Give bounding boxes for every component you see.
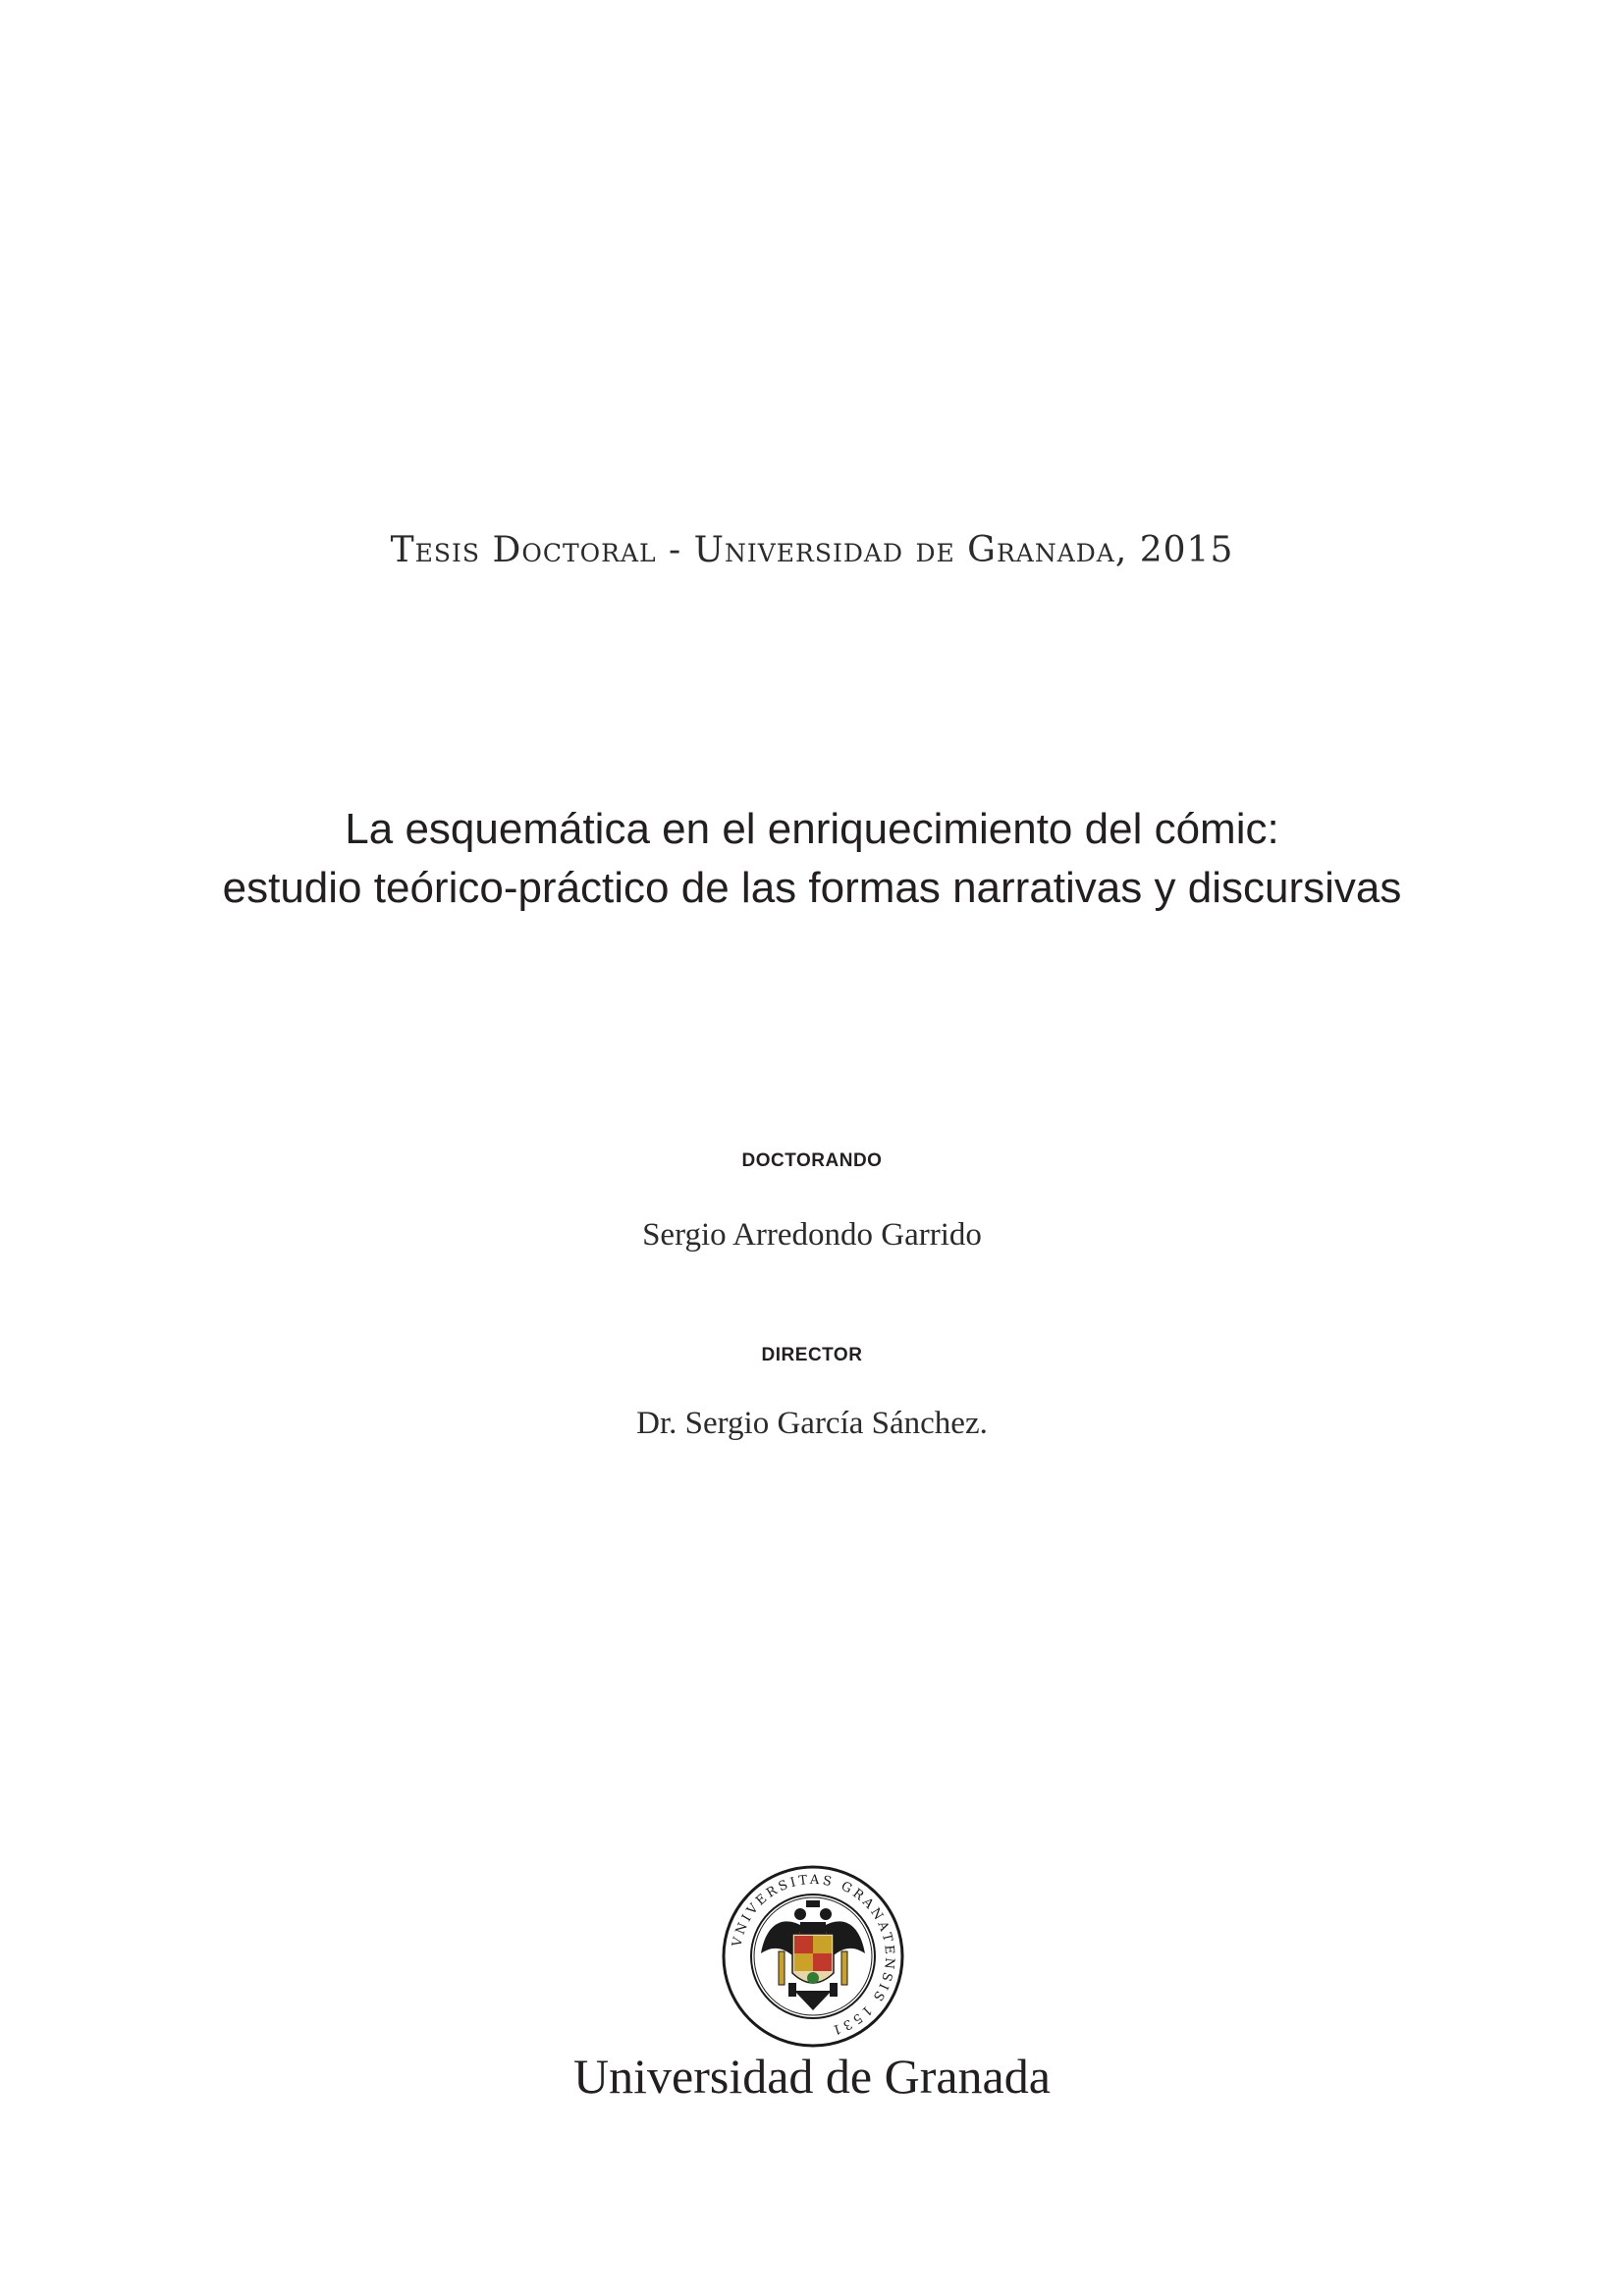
university-name: Universidad de Granada [573,2049,1051,2104]
doctorando-name: Sergio Arredondo Garrido [642,1217,982,1253]
thesis-title-line-2: estudio teórico-práctico de las formas narrativas y discursivas [222,864,1402,912]
director-name: Dr. Sergio García Sánchez. [636,1406,988,1441]
thesis-header: Tesis Doctoral - Universidad de Granada, 2015 [390,530,1234,570]
university-seal-icon [722,1865,904,2048]
thesis-title [98,800,1526,918]
doctorando-label: DOCTORANDO [741,1150,883,1171]
director-label: DIRECTOR [761,1345,863,1365]
thesis-title-line-1: La esquemática en el enriquecimiento del cómic: [345,805,1279,853]
seal-ring-text: VNIVERSITAS GRANATENSIS 1531 [730,1872,897,2038]
